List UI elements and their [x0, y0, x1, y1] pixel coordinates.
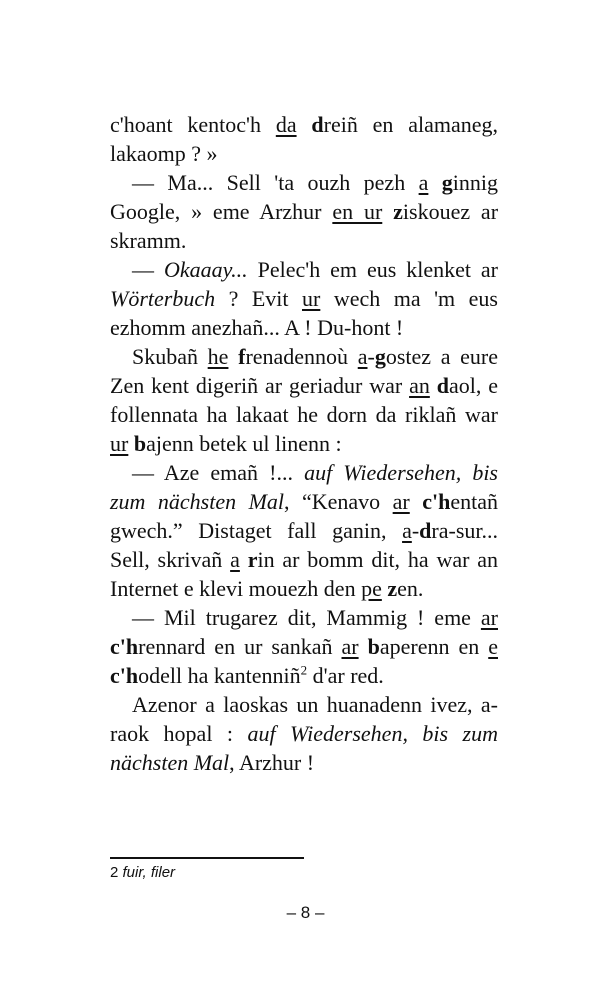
- text-run: [430, 373, 437, 398]
- text-run: ar: [480, 605, 498, 630]
- text-run: d: [311, 112, 324, 137]
- text-run: [382, 199, 393, 224]
- text-run: d: [436, 373, 449, 398]
- text-run: Wörterbuch: [110, 286, 216, 311]
- text-run: a: [418, 170, 429, 195]
- text-run: z: [393, 199, 403, 224]
- text-run: — Aze emañ !...: [132, 460, 305, 485]
- text-run: c'h: [422, 489, 451, 514]
- text-run: -: [367, 344, 375, 369]
- text-run: an: [409, 373, 430, 398]
- text-run: b: [133, 431, 147, 456]
- text-run: — Mil trugarez dit, Mammig ! eme: [132, 605, 481, 630]
- text-run: d'ar red.: [307, 663, 384, 688]
- text-run: Azenor a laoskas un huanadenn ivez, a-raok hopal :: [110, 692, 498, 746]
- text-run: ostez a eure Zen kent digeriñ ar geriadur war: [110, 344, 498, 398]
- footnote-ref: 2: [300, 662, 308, 678]
- text-run: g: [374, 344, 386, 369]
- text-run: aol, e follennata ha lakaat he dorn da riklañ war: [110, 373, 498, 427]
- paragraph: [110, 255, 498, 342]
- text-run: [297, 112, 312, 137]
- text-run: [428, 170, 441, 195]
- text-run: d: [419, 518, 432, 543]
- text-run: en ur: [332, 199, 383, 224]
- text-run: da: [275, 112, 297, 137]
- paragraph: [110, 168, 498, 255]
- text-run: rennard en ur sankañ: [138, 634, 342, 659]
- text-run: Pelec'h em eus klenket ar: [247, 257, 499, 282]
- text-run: pe: [361, 576, 382, 601]
- text-run: [228, 344, 238, 369]
- text-run: renadennoù: [245, 344, 358, 369]
- text-run: iskouez ar skramm.: [110, 199, 499, 253]
- text-run: odell ha kantenniñ: [138, 663, 301, 688]
- paragraph: [110, 110, 498, 168]
- text-run: ra-sur... Sell, skrivañ: [110, 518, 498, 572]
- text-run: Okaaay...: [163, 257, 248, 282]
- text-run: r: [247, 547, 258, 572]
- body-text: [110, 110, 498, 777]
- text-run: c'h: [110, 634, 139, 659]
- text-run: in ar bomm dit, ha war an Internet e klevi mouezh den: [110, 547, 498, 601]
- text-run: ? Evit: [215, 286, 302, 311]
- text-run: ar: [392, 489, 410, 514]
- text-run: ajenn betek ul linenn :: [146, 431, 342, 456]
- text-run: ur: [302, 286, 321, 311]
- text-run: e: [488, 634, 498, 659]
- text-run: , Arzhur !: [229, 750, 315, 775]
- text-run: reiñ en alamaneg, lakaomp ? »: [110, 112, 498, 166]
- text-run: innig Google, » eme Arzhur: [110, 170, 499, 224]
- text-run: [410, 489, 422, 514]
- text-run: —: [132, 257, 164, 282]
- text-run: aperenn en: [379, 634, 489, 659]
- text-run: auf Wiedersehen, bis zum nächsten Mal: [110, 721, 498, 775]
- footnote-text: fuir, filer: [122, 864, 176, 881]
- text-run: b: [367, 634, 380, 659]
- text-run: Skubañ: [132, 344, 208, 369]
- text-run: c'h: [110, 663, 139, 688]
- text-run: a: [402, 518, 412, 543]
- text-run: -: [411, 518, 420, 543]
- text-run: g: [441, 170, 453, 195]
- footnote-separator: [110, 857, 304, 859]
- text-run: he: [207, 344, 229, 369]
- text-run: , “Kenavo: [284, 489, 393, 514]
- text-run: [240, 547, 248, 572]
- text-run: c'hoant kentoc'h: [110, 112, 276, 137]
- text-run: [359, 634, 368, 659]
- paragraph: [110, 458, 498, 603]
- paragraph: [110, 342, 498, 458]
- footnote: [110, 863, 175, 883]
- text-run: a: [357, 344, 368, 369]
- text-run: — Ma... Sell 'ta ouzh pezh: [132, 170, 419, 195]
- paragraph: [110, 603, 498, 690]
- text-run: ar: [341, 634, 359, 659]
- text-run: entañ gwech.” Distaget fall ganin,: [110, 489, 498, 543]
- page-number: – 8 –: [286, 903, 325, 922]
- text-run: ur: [110, 431, 129, 456]
- text-run: wech ma 'm eus ezhomm anezhañ... A ! Du-hont !: [110, 286, 498, 340]
- text-run: f: [238, 344, 246, 369]
- text-run: en.: [397, 576, 424, 601]
- text-run: auf Wiedersehen, bis zum nächsten Mal: [110, 460, 498, 514]
- paragraph: [110, 690, 498, 777]
- text-run: z: [387, 576, 398, 601]
- text-run: a: [230, 547, 240, 572]
- footnote-number: 2: [110, 864, 119, 881]
